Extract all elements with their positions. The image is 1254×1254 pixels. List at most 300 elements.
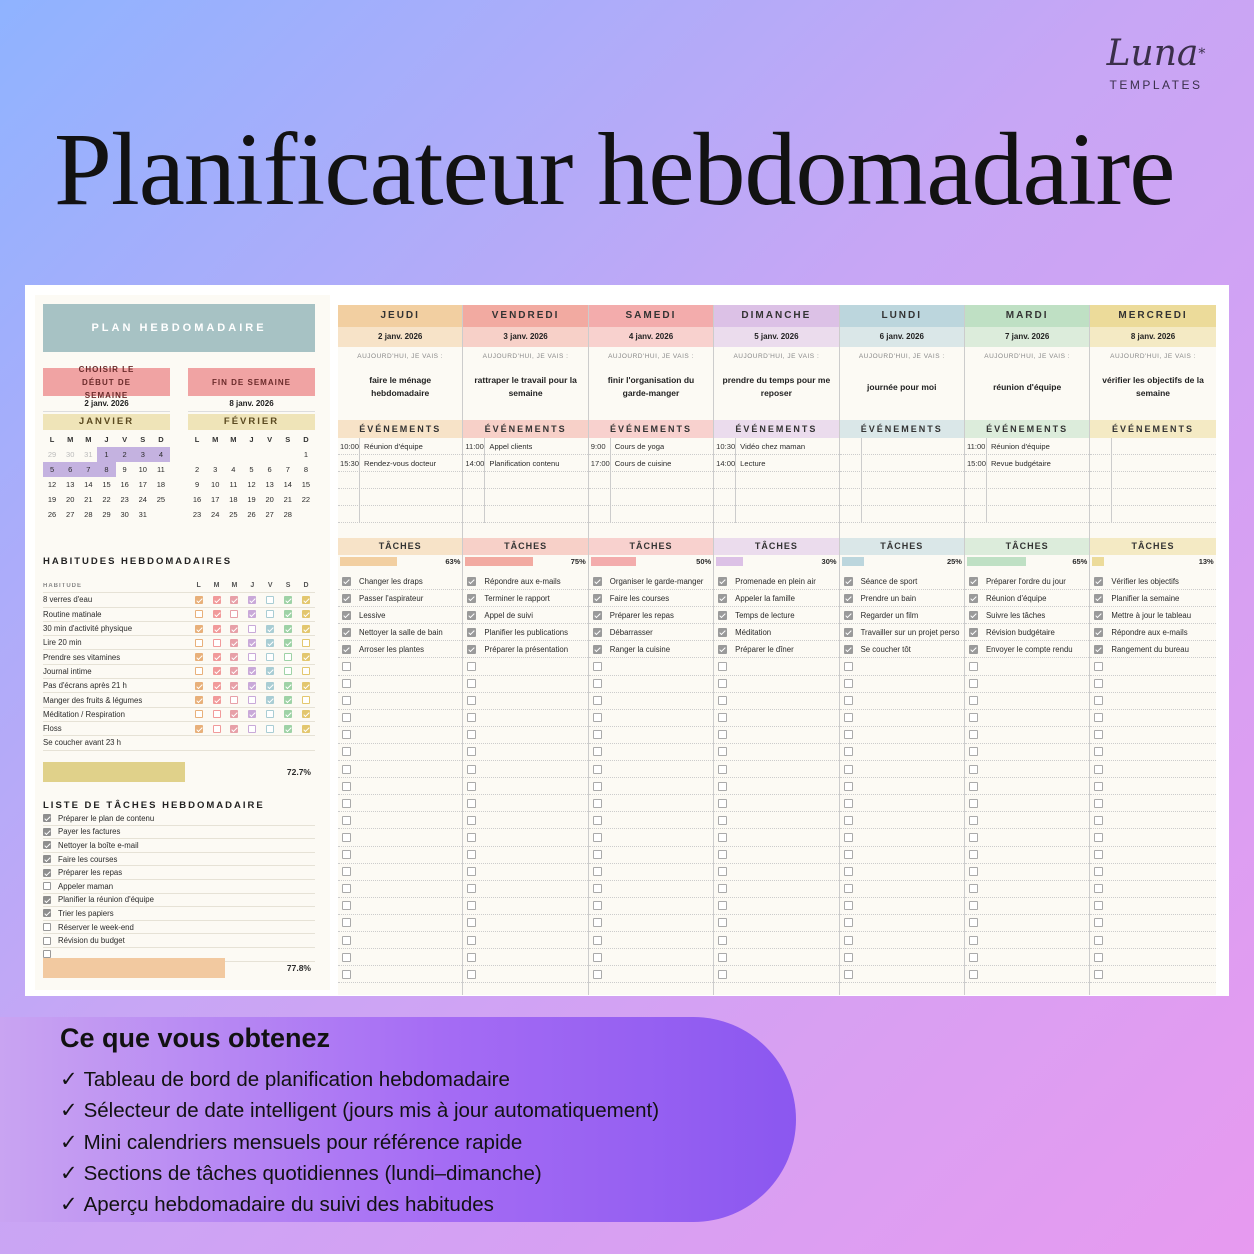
- habit-checkbox[interactable]: [195, 653, 203, 661]
- calendar-day[interactable]: 5: [43, 462, 61, 477]
- day-task-checkbox[interactable]: [718, 884, 727, 893]
- calendar-day[interactable]: 23: [192, 510, 202, 519]
- calendar-day[interactable]: 31: [138, 510, 147, 519]
- calendar-day[interactable]: [242, 447, 260, 462]
- calendar-day[interactable]: 28: [84, 510, 93, 519]
- habit-checkbox[interactable]: [302, 710, 310, 718]
- day-task-checkbox[interactable]: [467, 611, 476, 620]
- day-task-checkbox[interactable]: [718, 730, 727, 739]
- calendar-day[interactable]: 28: [283, 510, 292, 519]
- calendar-day[interactable]: 10: [138, 465, 147, 474]
- day-task-checkbox[interactable]: [342, 953, 351, 962]
- day-task-checkbox[interactable]: [969, 645, 978, 654]
- habit-checkbox[interactable]: [230, 610, 238, 618]
- day-task-checkbox[interactable]: [593, 918, 602, 927]
- habit-checkbox[interactable]: [302, 596, 310, 604]
- day-task-checkbox[interactable]: [718, 918, 727, 927]
- day-task-checkbox[interactable]: [718, 713, 727, 722]
- habit-checkbox[interactable]: [302, 653, 310, 661]
- day-task-checkbox[interactable]: [342, 577, 351, 586]
- day-task-checkbox[interactable]: [1094, 884, 1103, 893]
- event-row[interactable]: [463, 506, 587, 523]
- event-row[interactable]: [463, 455, 587, 472]
- day-task-checkbox[interactable]: [718, 970, 727, 979]
- habit-checkbox[interactable]: [248, 610, 256, 618]
- day-task-checkbox[interactable]: [718, 594, 727, 603]
- calendar-day[interactable]: 7: [79, 462, 97, 477]
- habit-checkbox[interactable]: [230, 710, 238, 718]
- habit-checkbox[interactable]: [213, 667, 221, 675]
- calendar-day[interactable]: 8: [97, 462, 115, 477]
- day-task-checkbox[interactable]: [593, 679, 602, 688]
- day-task-checkbox[interactable]: [593, 765, 602, 774]
- task-checkbox[interactable]: [43, 814, 51, 822]
- day-task-checkbox[interactable]: [969, 696, 978, 705]
- day-task-checkbox[interactable]: [342, 918, 351, 927]
- calendar-day[interactable]: 1: [97, 447, 115, 462]
- habit-checkbox[interactable]: [284, 710, 292, 718]
- day-task-checkbox[interactable]: [969, 679, 978, 688]
- day-task-checkbox[interactable]: [1094, 765, 1103, 774]
- calendar-day[interactable]: 20: [265, 495, 274, 504]
- calendar-day[interactable]: 27: [265, 510, 274, 519]
- day-focus[interactable]: prendre du temps pour me reposer: [722, 375, 831, 398]
- day-task-checkbox[interactable]: [844, 970, 853, 979]
- habit-checkbox[interactable]: [213, 653, 221, 661]
- calendar-day[interactable]: 11: [229, 480, 238, 489]
- day-task-checkbox[interactable]: [718, 662, 727, 671]
- habit-checkbox[interactable]: [284, 696, 292, 704]
- calendar-day[interactable]: 2: [194, 465, 200, 474]
- day-task-checkbox[interactable]: [342, 747, 351, 756]
- calendar-day[interactable]: 5: [249, 465, 254, 474]
- event-row[interactable]: [338, 489, 462, 506]
- event-row[interactable]: [714, 506, 838, 523]
- calendar-day[interactable]: 25: [156, 495, 166, 504]
- calendar-day[interactable]: 4: [152, 447, 170, 462]
- day-task-checkbox[interactable]: [593, 850, 602, 859]
- calendar-day[interactable]: [297, 507, 315, 522]
- day-task-checkbox[interactable]: [718, 611, 727, 620]
- day-task-checkbox[interactable]: [593, 867, 602, 876]
- day-task-checkbox[interactable]: [844, 628, 853, 637]
- calendar-day[interactable]: 6: [61, 462, 79, 477]
- habit-checkbox[interactable]: [213, 639, 221, 647]
- habit-checkbox[interactable]: [266, 667, 274, 675]
- day-task-checkbox[interactable]: [593, 901, 602, 910]
- day-task-checkbox[interactable]: [844, 696, 853, 705]
- day-task-checkbox[interactable]: [467, 850, 476, 859]
- day-task-checkbox[interactable]: [342, 867, 351, 876]
- day-task-checkbox[interactable]: [593, 747, 602, 756]
- day-task-checkbox[interactable]: [844, 577, 853, 586]
- calendar-day[interactable]: 30: [66, 450, 75, 459]
- day-task-checkbox[interactable]: [969, 628, 978, 637]
- day-task-checkbox[interactable]: [969, 816, 978, 825]
- calendar-day[interactable]: 22: [301, 495, 311, 504]
- calendar-day[interactable]: 24: [138, 495, 147, 504]
- event-row[interactable]: [714, 489, 838, 506]
- habit-checkbox[interactable]: [266, 639, 274, 647]
- day-task-checkbox[interactable]: [593, 611, 602, 620]
- day-task-checkbox[interactable]: [844, 765, 853, 774]
- habit-checkbox[interactable]: [195, 710, 203, 718]
- calendar-day[interactable]: 1: [303, 450, 308, 459]
- day-task-checkbox[interactable]: [969, 918, 978, 927]
- day-task-checkbox[interactable]: [844, 936, 853, 945]
- calendar-day[interactable]: 13: [66, 480, 75, 489]
- habit-checkbox[interactable]: [302, 625, 310, 633]
- habit-checkbox[interactable]: [284, 682, 292, 690]
- event-row[interactable]: [840, 506, 964, 523]
- habit-checkbox[interactable]: [266, 625, 274, 633]
- day-task-checkbox[interactable]: [1094, 730, 1103, 739]
- calendar-day[interactable]: [206, 447, 224, 462]
- day-task-checkbox[interactable]: [969, 782, 978, 791]
- day-task-checkbox[interactable]: [844, 611, 853, 620]
- habit-checkbox[interactable]: [266, 653, 274, 661]
- day-task-checkbox[interactable]: [718, 867, 727, 876]
- task-checkbox[interactable]: [43, 882, 51, 890]
- day-focus[interactable]: rattraper le travail pour la semaine: [474, 375, 577, 398]
- event-row[interactable]: [1090, 489, 1215, 506]
- day-task-checkbox[interactable]: [593, 799, 602, 808]
- calendar-day[interactable]: 15: [102, 480, 111, 489]
- habit-checkbox[interactable]: [302, 725, 310, 733]
- day-task-checkbox[interactable]: [467, 696, 476, 705]
- day-task-checkbox[interactable]: [593, 577, 602, 586]
- day-task-checkbox[interactable]: [969, 594, 978, 603]
- day-task-checkbox[interactable]: [593, 833, 602, 842]
- day-task-checkbox[interactable]: [718, 953, 727, 962]
- habit-checkbox[interactable]: [213, 710, 221, 718]
- day-task-checkbox[interactable]: [467, 628, 476, 637]
- day-task-checkbox[interactable]: [1094, 833, 1103, 842]
- event-row[interactable]: [965, 506, 1089, 523]
- calendar-day[interactable]: 14: [283, 480, 292, 489]
- habit-checkbox[interactable]: [213, 610, 221, 618]
- habit-checkbox[interactable]: [195, 610, 203, 618]
- day-task-checkbox[interactable]: [467, 953, 476, 962]
- habit-checkbox[interactable]: [248, 696, 256, 704]
- habit-checkbox[interactable]: [230, 625, 238, 633]
- day-task-checkbox[interactable]: [844, 645, 853, 654]
- day-task-checkbox[interactable]: [844, 594, 853, 603]
- day-task-checkbox[interactable]: [1094, 628, 1103, 637]
- day-task-checkbox[interactable]: [593, 730, 602, 739]
- calendar-day[interactable]: 19: [47, 495, 57, 504]
- day-task-checkbox[interactable]: [467, 970, 476, 979]
- day-task-checkbox[interactable]: [718, 799, 727, 808]
- day-task-checkbox[interactable]: [1094, 953, 1103, 962]
- calendar-day[interactable]: 3: [134, 447, 152, 462]
- calendar-day[interactable]: [279, 447, 297, 462]
- day-task-checkbox[interactable]: [844, 833, 853, 842]
- task-checkbox[interactable]: [43, 828, 51, 836]
- habit-checkbox[interactable]: [195, 596, 203, 604]
- day-task-checkbox[interactable]: [1094, 799, 1103, 808]
- day-task-checkbox[interactable]: [844, 901, 853, 910]
- day-task-checkbox[interactable]: [969, 611, 978, 620]
- event-row[interactable]: [463, 489, 587, 506]
- day-task-checkbox[interactable]: [718, 765, 727, 774]
- event-row[interactable]: [463, 472, 587, 489]
- day-task-checkbox[interactable]: [969, 850, 978, 859]
- day-task-checkbox[interactable]: [342, 679, 351, 688]
- habit-checkbox[interactable]: [230, 667, 238, 675]
- habit-checkbox[interactable]: [284, 639, 292, 647]
- event-row[interactable]: [965, 438, 1089, 455]
- day-task-checkbox[interactable]: [844, 679, 853, 688]
- calendar-day[interactable]: [152, 507, 170, 522]
- calendar-day[interactable]: 11: [157, 465, 165, 474]
- event-row[interactable]: [1090, 455, 1215, 472]
- day-task-checkbox[interactable]: [1094, 816, 1103, 825]
- day-task-checkbox[interactable]: [969, 970, 978, 979]
- habit-checkbox[interactable]: [302, 667, 310, 675]
- day-task-checkbox[interactable]: [467, 662, 476, 671]
- day-task-checkbox[interactable]: [1094, 747, 1103, 756]
- habit-checkbox[interactable]: [195, 725, 203, 733]
- event-row[interactable]: [965, 489, 1089, 506]
- day-task-checkbox[interactable]: [844, 884, 853, 893]
- habit-checkbox[interactable]: [213, 625, 221, 633]
- day-task-checkbox[interactable]: [467, 936, 476, 945]
- day-task-checkbox[interactable]: [593, 696, 602, 705]
- event-row[interactable]: [338, 455, 462, 472]
- day-task-checkbox[interactable]: [342, 936, 351, 945]
- habit-checkbox[interactable]: [213, 596, 221, 604]
- calendar-day[interactable]: 10: [211, 480, 220, 489]
- habit-checkbox[interactable]: [213, 696, 221, 704]
- day-task-checkbox[interactable]: [1094, 918, 1103, 927]
- calendar-day[interactable]: 12: [47, 480, 57, 489]
- day-task-checkbox[interactable]: [467, 799, 476, 808]
- day-task-checkbox[interactable]: [969, 730, 978, 739]
- day-task-checkbox[interactable]: [342, 884, 351, 893]
- day-task-checkbox[interactable]: [969, 662, 978, 671]
- day-focus[interactable]: réunion d'équipe: [993, 381, 1062, 392]
- calendar-day[interactable]: 30: [120, 510, 129, 519]
- habit-checkbox[interactable]: [266, 610, 274, 618]
- habit-checkbox[interactable]: [284, 625, 292, 633]
- day-task-checkbox[interactable]: [1094, 867, 1103, 876]
- day-focus[interactable]: journée pour moi: [867, 381, 937, 392]
- day-task-checkbox[interactable]: [342, 628, 351, 637]
- calendar-day[interactable]: [261, 447, 279, 462]
- day-task-checkbox[interactable]: [844, 662, 853, 671]
- event-row[interactable]: [714, 455, 838, 472]
- habit-checkbox[interactable]: [230, 596, 238, 604]
- day-task-checkbox[interactable]: [969, 799, 978, 808]
- day-task-checkbox[interactable]: [342, 816, 351, 825]
- day-task-checkbox[interactable]: [467, 867, 476, 876]
- day-task-checkbox[interactable]: [342, 730, 351, 739]
- calendar-day[interactable]: 27: [66, 510, 75, 519]
- calendar-day[interactable]: 29: [102, 510, 111, 519]
- habit-checkbox[interactable]: [248, 596, 256, 604]
- day-task-checkbox[interactable]: [718, 696, 727, 705]
- day-task-checkbox[interactable]: [593, 713, 602, 722]
- day-task-checkbox[interactable]: [467, 918, 476, 927]
- calendar-day[interactable]: 16: [120, 480, 129, 489]
- day-task-checkbox[interactable]: [718, 833, 727, 842]
- calendar-day[interactable]: 13: [265, 480, 274, 489]
- day-task-checkbox[interactable]: [844, 850, 853, 859]
- task-checkbox[interactable]: [43, 841, 51, 849]
- habit-checkbox[interactable]: [195, 625, 203, 633]
- day-task-checkbox[interactable]: [593, 594, 602, 603]
- day-task-checkbox[interactable]: [342, 594, 351, 603]
- day-task-checkbox[interactable]: [467, 713, 476, 722]
- calendar-day[interactable]: 18: [229, 495, 238, 504]
- day-task-checkbox[interactable]: [593, 884, 602, 893]
- task-checkbox[interactable]: [43, 923, 51, 931]
- day-task-checkbox[interactable]: [1094, 936, 1103, 945]
- day-task-checkbox[interactable]: [467, 884, 476, 893]
- calendar-day[interactable]: 31: [84, 450, 93, 459]
- calendar-day[interactable]: 9: [122, 465, 127, 474]
- day-focus[interactable]: vérifier les objectifs de la semaine: [1102, 375, 1204, 398]
- habit-checkbox[interactable]: [248, 725, 256, 733]
- calendar-day[interactable]: 12: [247, 480, 256, 489]
- habit-checkbox[interactable]: [284, 667, 292, 675]
- habit-checkbox[interactable]: [284, 596, 292, 604]
- day-task-checkbox[interactable]: [593, 645, 602, 654]
- habit-checkbox[interactable]: [302, 696, 310, 704]
- day-task-checkbox[interactable]: [969, 765, 978, 774]
- calendar-day[interactable]: 26: [247, 510, 256, 519]
- event-row[interactable]: [589, 438, 713, 455]
- calendar-day[interactable]: 26: [47, 510, 57, 519]
- event-row[interactable]: [338, 438, 462, 455]
- calendar-day[interactable]: 16: [192, 495, 202, 504]
- calendar-day[interactable]: 19: [247, 495, 256, 504]
- day-task-checkbox[interactable]: [969, 577, 978, 586]
- habit-checkbox[interactable]: [248, 667, 256, 675]
- day-task-checkbox[interactable]: [467, 816, 476, 825]
- habit-checkbox[interactable]: [248, 682, 256, 690]
- day-task-checkbox[interactable]: [342, 970, 351, 979]
- day-task-checkbox[interactable]: [1094, 782, 1103, 791]
- event-row[interactable]: [589, 506, 713, 523]
- day-task-checkbox[interactable]: [342, 782, 351, 791]
- calendar-day[interactable]: 17: [211, 495, 220, 504]
- day-focus[interactable]: faire le ménage hebdomadaire: [369, 375, 432, 398]
- event-row[interactable]: [965, 472, 1089, 489]
- day-task-checkbox[interactable]: [593, 970, 602, 979]
- day-task-checkbox[interactable]: [718, 628, 727, 637]
- event-row[interactable]: [840, 438, 964, 455]
- calendar-day[interactable]: 9: [194, 480, 200, 489]
- day-task-checkbox[interactable]: [593, 936, 602, 945]
- habit-checkbox[interactable]: [195, 696, 203, 704]
- day-task-checkbox[interactable]: [969, 747, 978, 756]
- habit-checkbox[interactable]: [266, 725, 274, 733]
- event-row[interactable]: [714, 472, 838, 489]
- habit-checkbox[interactable]: [284, 725, 292, 733]
- day-task-checkbox[interactable]: [1094, 713, 1103, 722]
- day-task-checkbox[interactable]: [718, 936, 727, 945]
- event-row[interactable]: [840, 472, 964, 489]
- calendar-day[interactable]: [224, 447, 242, 462]
- habit-checkbox[interactable]: [230, 725, 238, 733]
- day-task-checkbox[interactable]: [593, 816, 602, 825]
- calendar-day[interactable]: 7: [285, 465, 290, 474]
- habit-checkbox[interactable]: [284, 653, 292, 661]
- habit-checkbox[interactable]: [195, 682, 203, 690]
- day-task-checkbox[interactable]: [969, 713, 978, 722]
- habit-checkbox[interactable]: [266, 696, 274, 704]
- habit-checkbox[interactable]: [284, 610, 292, 618]
- day-task-checkbox[interactable]: [969, 953, 978, 962]
- calendar-day[interactable]: 14: [84, 480, 93, 489]
- day-task-checkbox[interactable]: [718, 816, 727, 825]
- day-task-checkbox[interactable]: [467, 747, 476, 756]
- event-row[interactable]: [840, 455, 964, 472]
- day-task-checkbox[interactable]: [844, 799, 853, 808]
- task-checkbox[interactable]: [43, 896, 51, 904]
- event-row[interactable]: [338, 472, 462, 489]
- habit-checkbox[interactable]: [266, 596, 274, 604]
- day-task-checkbox[interactable]: [467, 833, 476, 842]
- day-task-checkbox[interactable]: [467, 782, 476, 791]
- calendar-day[interactable]: 22: [102, 495, 111, 504]
- calendar-day[interactable]: 20: [66, 495, 75, 504]
- habit-checkbox[interactable]: [213, 682, 221, 690]
- day-task-checkbox[interactable]: [467, 594, 476, 603]
- day-focus[interactable]: finir l'organisation du garde-manger: [607, 375, 695, 398]
- calendar-day[interactable]: [188, 447, 206, 462]
- event-row[interactable]: [589, 489, 713, 506]
- calendar-day[interactable]: 24: [211, 510, 220, 519]
- day-task-checkbox[interactable]: [1094, 577, 1103, 586]
- day-task-checkbox[interactable]: [969, 936, 978, 945]
- habit-checkbox[interactable]: [195, 639, 203, 647]
- event-row[interactable]: [589, 455, 713, 472]
- day-task-checkbox[interactable]: [342, 833, 351, 842]
- day-task-checkbox[interactable]: [593, 782, 602, 791]
- day-task-checkbox[interactable]: [342, 765, 351, 774]
- habit-checkbox[interactable]: [302, 682, 310, 690]
- day-task-checkbox[interactable]: [844, 747, 853, 756]
- day-task-checkbox[interactable]: [969, 901, 978, 910]
- task-checkbox[interactable]: [43, 909, 51, 917]
- calendar-day[interactable]: 18: [156, 480, 166, 489]
- day-task-checkbox[interactable]: [467, 765, 476, 774]
- calendar-day[interactable]: 25: [229, 510, 238, 519]
- day-task-checkbox[interactable]: [844, 953, 853, 962]
- habit-checkbox[interactable]: [230, 696, 238, 704]
- day-task-checkbox[interactable]: [1094, 662, 1103, 671]
- day-task-checkbox[interactable]: [969, 867, 978, 876]
- habit-checkbox[interactable]: [248, 710, 256, 718]
- day-task-checkbox[interactable]: [1094, 850, 1103, 859]
- calendar-day[interactable]: 3: [213, 465, 218, 474]
- day-task-checkbox[interactable]: [593, 628, 602, 637]
- day-task-checkbox[interactable]: [467, 901, 476, 910]
- calendar-day[interactable]: 17: [138, 480, 147, 489]
- start-date-value[interactable]: 2 janv. 2026: [43, 396, 170, 412]
- day-task-checkbox[interactable]: [467, 730, 476, 739]
- day-task-checkbox[interactable]: [1094, 970, 1103, 979]
- habit-checkbox[interactable]: [302, 610, 310, 618]
- day-task-checkbox[interactable]: [844, 816, 853, 825]
- day-task-checkbox[interactable]: [593, 662, 602, 671]
- event-row[interactable]: [338, 506, 462, 523]
- day-task-checkbox[interactable]: [342, 901, 351, 910]
- habit-checkbox[interactable]: [230, 682, 238, 690]
